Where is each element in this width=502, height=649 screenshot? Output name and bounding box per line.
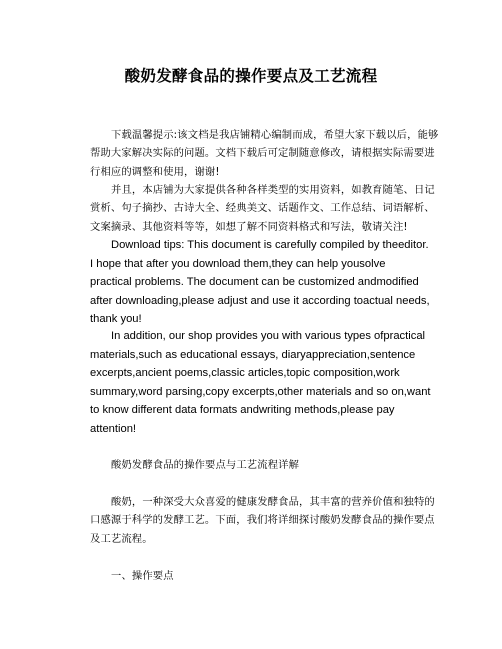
text-line: practical problems. The document can be customized andmodified: [90, 276, 419, 289]
text-line: 赏析、句子摘抄、古诗大全、经典美文、话题作文、工作总结、词语解析、: [90, 202, 435, 215]
text-line: I hope that after you download them,they can help yousolve: [90, 257, 386, 270]
text-line: excerpts,ancient poems,classic articles,topic composition,work: [90, 367, 400, 380]
text-line: 行相应的调整和使用，谢谢!: [90, 165, 220, 178]
text-line: 文案摘录、其他资料等等，如想了解不同资料格式和写法，敬请关注!: [90, 220, 408, 233]
text-line: to know different data formats andwriting methods,please pay: [90, 404, 395, 417]
text-line: Download tips: This document is carefully compiled by theeditor.: [111, 239, 429, 251]
text-line: attention!: [90, 422, 137, 435]
text-line: thank you!: [90, 313, 142, 326]
download-tip-paragraph-en: [90, 236, 430, 329]
download-tip-paragraph-cn: [90, 126, 439, 181]
text-line: 酸奶，一种深受大众喜爱的健康发酵食品，其丰富的营养价值和独特的: [111, 496, 435, 508]
text-line: 口感源于科学的发酵工艺。下面，我们将详细探讨酸奶发酵食品的操作要点: [90, 514, 435, 527]
shop-info-paragraph-en: [90, 327, 431, 439]
text-line: 帮助大家解决实际的问题。文档下载后可定制随意修改，请根据实际需要进: [90, 147, 435, 160]
section-heading: [90, 456, 420, 474]
document-title: 酸奶发酵食品的操作要点及工艺流程: [124, 67, 378, 85]
body-paragraph: [90, 493, 435, 548]
text-line: summary,word parsing,copy excerpts,other materials and so on,want: [90, 385, 431, 398]
section-heading-text: 酸奶发酵食品的操作要点与工艺流程详解: [111, 459, 300, 471]
subheading: [90, 567, 420, 585]
text-line: In addition, our shop provides you with various types ofpractical: [111, 330, 426, 342]
text-line: 并且，本店铺为大家提供各种各样类型的实用资料，如教育随笔、日记: [111, 184, 435, 196]
text-line: 及工艺流程。: [90, 532, 153, 545]
text-line: after downloading,please adjust and use it according toactual needs,: [90, 294, 430, 307]
subheading-text: 一、操作要点: [111, 570, 174, 582]
text-line: materials,such as educational essays, diaryappreciation,sentence: [90, 348, 416, 361]
text-line: 下载温馨提示:该文档是我店铺精心编制而成，希望大家下载以后，能够: [111, 129, 439, 141]
shop-info-paragraph-cn: [90, 181, 435, 236]
